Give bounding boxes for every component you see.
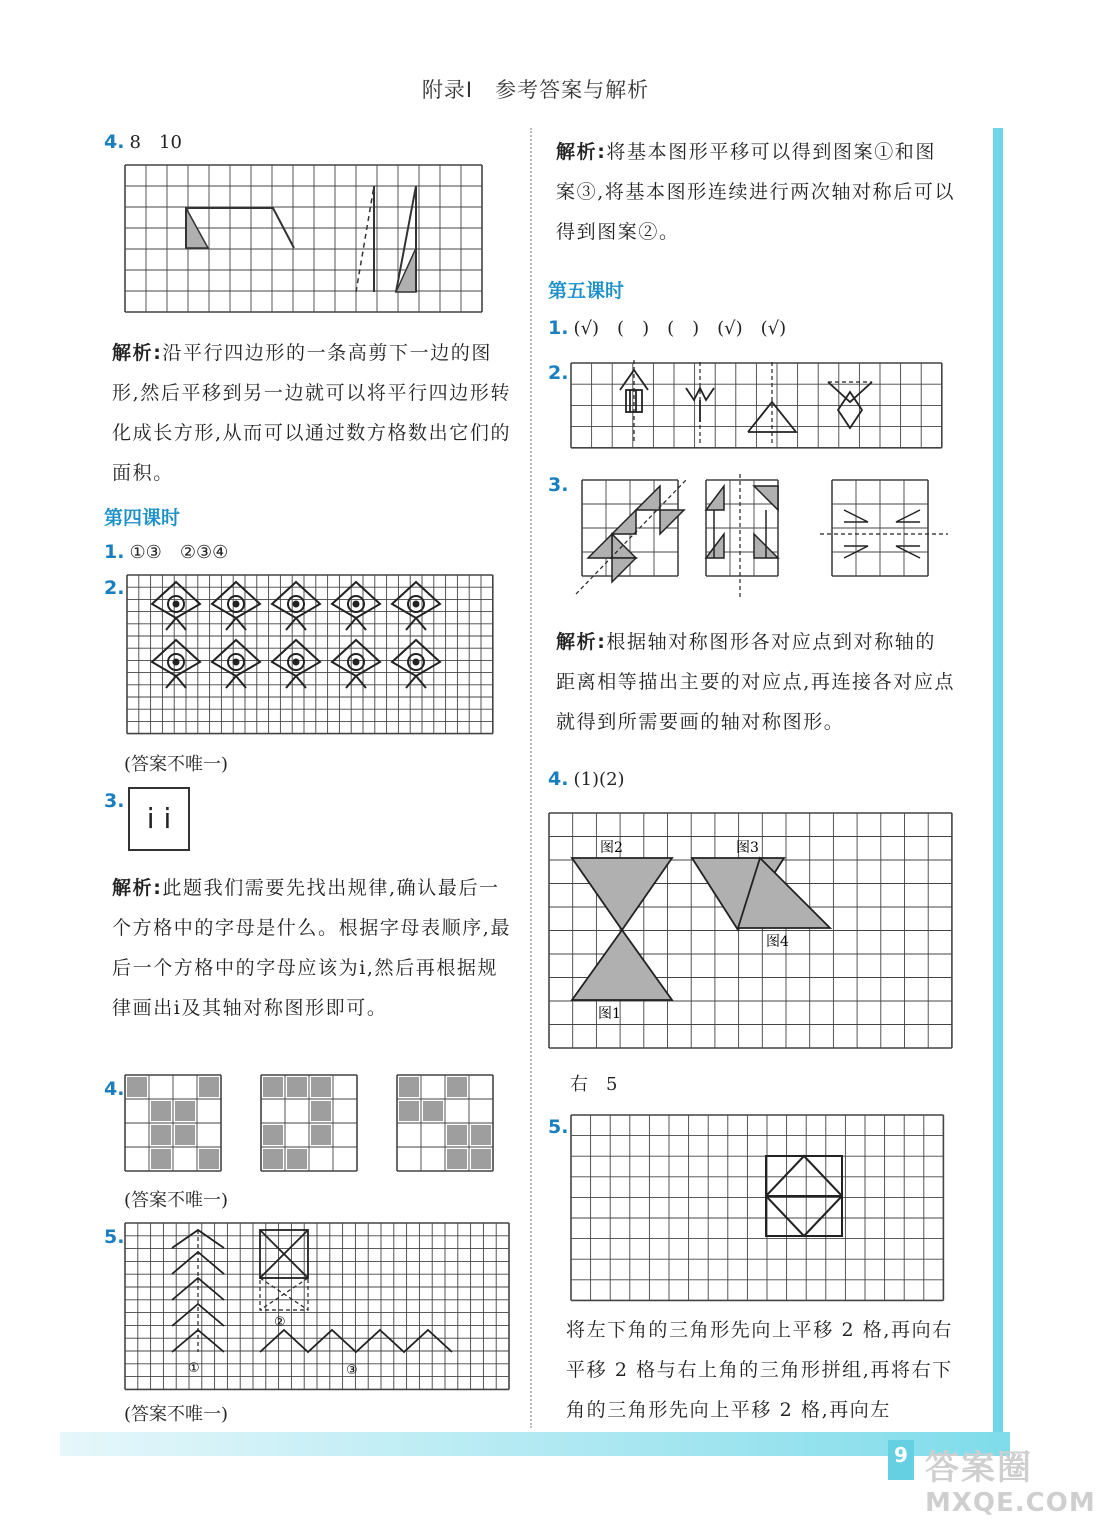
lesson5-q3-analysis: 解析:根据轴对称图形各对应点到对称轴的距离相等描出主要的对应点,再连接各对应点就得到所需要画的轴对称图形。	[556, 631, 956, 733]
triangle-figures-grid	[548, 812, 954, 1050]
lesson5-q3-number: 3.	[548, 474, 569, 496]
parallelogram-grid	[124, 164, 482, 316]
lesson5-q5-text: 将左下角的三角形先向上平移 2 格,再向右平移 2 格与右上角的三角形拼组,再将右下角的三角形先向上平移 2 格,再向左	[566, 1319, 953, 1421]
lesson4-q2-number: 2.	[104, 577, 125, 599]
bottom-bar	[60, 1432, 1010, 1456]
fig1-label: 图1	[598, 1006, 621, 1022]
lesson4-q4-number: 4.	[104, 1078, 125, 1100]
left-q4-line	[104, 128, 182, 154]
fish-pattern-grid	[126, 574, 496, 736]
fig2-label: 图2	[600, 840, 623, 856]
right-edge-bar	[993, 128, 1003, 1448]
symmetry-grid	[570, 362, 944, 450]
lesson4-q3-number: 3.	[104, 790, 125, 812]
fig4-label: 图4	[766, 934, 789, 950]
lesson5-q1: 1. (√) ( ) ( ) (√) (√)	[548, 317, 787, 339]
lesson5-q4: 4. (1)(2)	[548, 768, 625, 790]
left-q4-analysis: 解析:沿平行四边形的一条高剪下一边的图形,然后平移到另一边就可以将平行四边形转化成长方形,从而可以通过数方格数出它们的面积。	[112, 342, 512, 484]
lesson5-q4-after: 右 5	[570, 1074, 618, 1095]
lesson5-q5-number: 5.	[548, 1116, 569, 1138]
page-number: 9	[888, 1440, 914, 1480]
lesson4-q5-note: (答案不唯一)	[124, 1404, 229, 1425]
watermark-url: MXQE.COM	[925, 1488, 1096, 1518]
lesson4-q4-note: (答案不唯一)	[124, 1190, 229, 1211]
pattern-grid	[124, 1222, 514, 1390]
shaded-squares-grids	[124, 1074, 496, 1174]
lesson5-title: 第五课时	[548, 280, 625, 302]
question-answer: 8 10	[129, 132, 182, 153]
page-header: 附录Ⅰ 参考答案与解析	[421, 78, 650, 102]
lesson5-q2-number: 2.	[548, 362, 569, 384]
lesson4-title: 第四课时	[104, 507, 181, 529]
question-number: 4.	[104, 131, 125, 153]
mark-3: ③	[346, 1363, 358, 1378]
lesson4-q2-note: (答案不唯一)	[124, 754, 229, 775]
lesson4-q3-analysis: 解析:此题我们需要先找出规律,确认最后一个方格中的字母是什么。根据字母表顺序,最后一个方格中的字母应该为i,然后再根据规律画出i及其轴对称图形即可。	[112, 877, 512, 1019]
fig3-label: 图3	[736, 840, 759, 856]
right-top-analysis: 解析:将基本图形平移可以得到图案①和图案③,将基本图形连续进行两次轴对称后可以得到图案②。	[556, 141, 956, 243]
symmetry-grids-3	[576, 474, 948, 602]
letter-box: i i	[128, 787, 190, 851]
column-divider	[530, 128, 532, 1428]
square-compose-grid	[570, 1114, 944, 1302]
lesson4-q1: 1. ①③ ②③④	[104, 541, 229, 563]
watermark-logo: 答案圈	[925, 1448, 1033, 1488]
mark-1: ①	[188, 1361, 200, 1376]
lesson4-q5-number: 5.	[104, 1226, 125, 1248]
mark-2: ②	[274, 1315, 286, 1330]
